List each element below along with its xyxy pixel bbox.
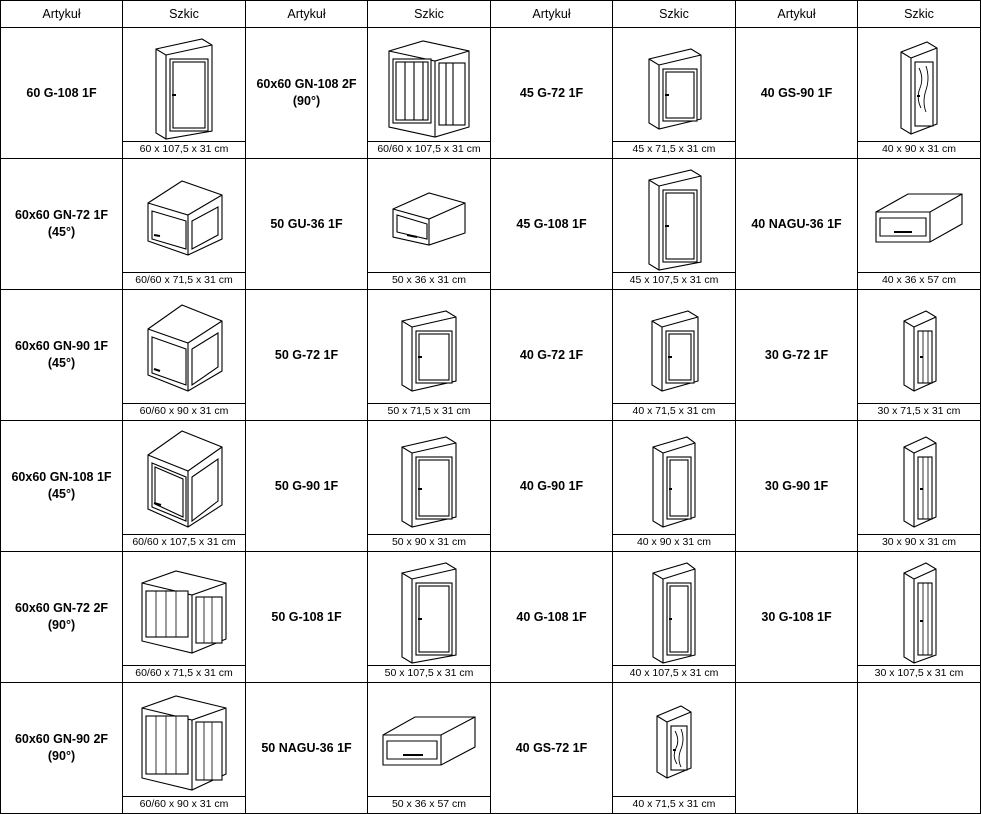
article-name: 40 NAGU-36 1F — [736, 159, 858, 290]
sketch-cell — [123, 683, 246, 814]
cabinet-single-door-short-icon — [368, 290, 490, 403]
article-name: 45 G-108 1F — [491, 159, 613, 290]
cabinet-narrow-door-tall-icon — [858, 552, 980, 665]
cabinet-single-door-medium-icon — [368, 421, 490, 534]
dimension-label: 50 x 36 x 31 cm — [368, 272, 490, 289]
article-name: 40 GS-90 1F — [736, 28, 858, 159]
sketch-cell — [368, 552, 491, 683]
dimension-label: 50 x 90 x 31 cm — [368, 534, 490, 551]
dimension-label: 30 x 90 x 31 cm — [858, 534, 980, 551]
sketch-cell — [368, 683, 491, 814]
cabinet-corner-90-tall-icon — [368, 28, 490, 141]
sketch-cell — [858, 290, 981, 421]
dimension-label: 40 x 90 x 31 cm — [858, 141, 980, 158]
header-row — [1, 1, 981, 28]
sketch-cell — [858, 28, 981, 159]
sketch-cell — [613, 159, 736, 290]
empty-article-cell — [736, 683, 858, 814]
dimension-label: 30 x 107,5 x 31 cm — [858, 665, 980, 682]
table-row — [1, 290, 981, 421]
sketch-cell — [368, 290, 491, 421]
article-name: 60x60 GN-72 2F (90°) — [1, 552, 123, 683]
dimension-label: 45 x 107,5 x 31 cm — [613, 272, 735, 289]
sketch-cell — [123, 552, 246, 683]
dimension-label: 40 x 71,5 x 31 cm — [613, 403, 735, 420]
table-row — [1, 159, 981, 290]
column-header-szkic-1: Szkic — [123, 1, 246, 28]
cabinet-glass-door-medium-icon — [858, 28, 980, 141]
column-header-artykul-4: Artykuł — [736, 1, 858, 28]
table-body — [1, 28, 981, 814]
article-name: 50 G-90 1F — [246, 421, 368, 552]
article-name: 45 G-72 1F — [491, 28, 613, 159]
article-name: 40 G-72 1F — [491, 290, 613, 421]
article-name: 50 GU-36 1F — [246, 159, 368, 290]
cabinet-glass-door-short-icon — [613, 683, 735, 796]
article-name: 40 GS-72 1F — [491, 683, 613, 814]
sketch-cell — [123, 28, 246, 159]
cabinet-single-door-tall-icon — [613, 552, 735, 665]
article-name: 60x60 GN-108 1F (45°) — [1, 421, 123, 552]
cabinet-corner-90-short-icon — [123, 552, 245, 665]
cabinet-corner-45-tall-icon — [123, 421, 245, 534]
article-name: 30 G-72 1F — [736, 290, 858, 421]
sketch-cell — [123, 421, 246, 552]
cabinet-lift-up-36-icon — [368, 159, 490, 272]
column-header-szkic-3: Szkic — [613, 1, 736, 28]
cabinet-hood-box-deep-icon — [858, 159, 980, 272]
article-name: 50 NAGU-36 1F — [246, 683, 368, 814]
sketch-cell — [368, 159, 491, 290]
dimension-label: 60/60 x 71,5 x 31 cm — [123, 272, 245, 289]
sketch-cell — [613, 290, 736, 421]
dimension-label: 50 x 36 x 57 cm — [368, 796, 490, 813]
sketch-cell — [368, 421, 491, 552]
dimension-label: 40 x 107,5 x 31 cm — [613, 665, 735, 682]
sketch-cell — [858, 421, 981, 552]
table-row — [1, 683, 981, 814]
sketch-cell — [368, 28, 491, 159]
sketch-cell — [858, 552, 981, 683]
cabinet-single-door-short-icon — [613, 290, 735, 403]
table-row — [1, 421, 981, 552]
cabinet-corner-45-short-icon — [123, 159, 245, 272]
cabinet-single-door-medium-icon — [613, 421, 735, 534]
cabinet-hood-box-deep-icon — [368, 683, 490, 796]
article-name: 60x60 GN-108 2F (90°) — [246, 28, 368, 159]
article-name: 60x60 GN-72 1F (45°) — [1, 159, 123, 290]
article-name: 60x60 GN-90 1F (45°) — [1, 290, 123, 421]
cabinet-corner-90-medium-icon — [123, 683, 245, 796]
cabinet-corner-45-medium-icon — [123, 290, 245, 403]
article-name: 40 G-90 1F — [491, 421, 613, 552]
dimension-label: 60/60 x 107,5 x 31 cm — [123, 534, 245, 551]
column-header-artykul-3: Artykuł — [491, 1, 613, 28]
dimension-label: 60/60 x 90 x 31 cm — [123, 796, 245, 813]
column-header-szkic-4: Szkic — [858, 1, 981, 28]
dimension-label: 50 x 107,5 x 31 cm — [368, 665, 490, 682]
sketch-cell — [613, 421, 736, 552]
dimension-label: 45 x 71,5 x 31 cm — [613, 141, 735, 158]
cabinet-narrow-door-short-icon — [858, 290, 980, 403]
dimension-label: 60 x 107,5 x 31 cm — [123, 141, 245, 158]
cabinet-single-door-tall-icon — [123, 28, 245, 141]
dimension-label: 30 x 71,5 x 31 cm — [858, 403, 980, 420]
article-name: 60x60 GN-90 2F (90°) — [1, 683, 123, 814]
sketch-cell — [613, 28, 736, 159]
cabinet-single-door-short-icon — [613, 28, 735, 141]
sketch-cell — [123, 290, 246, 421]
dimension-label: 60/60 x 71,5 x 31 cm — [123, 665, 245, 682]
article-name: 60 G-108 1F — [1, 28, 123, 159]
column-header-szkic-2: Szkic — [368, 1, 491, 28]
column-header-artykul-2: Artykuł — [246, 1, 368, 28]
article-name: 50 G-108 1F — [246, 552, 368, 683]
empty-sketch-cell — [858, 683, 981, 814]
dimension-label: 60/60 x 90 x 31 cm — [123, 403, 245, 420]
article-name: 30 G-90 1F — [736, 421, 858, 552]
article-name: 30 G-108 1F — [736, 552, 858, 683]
dimension-label: 40 x 90 x 31 cm — [613, 534, 735, 551]
article-name: 50 G-72 1F — [246, 290, 368, 421]
cabinet-narrow-door-medium-icon — [858, 421, 980, 534]
sketch-cell — [613, 683, 736, 814]
sketch-cell — [123, 159, 246, 290]
dimension-label: 50 x 71,5 x 31 cm — [368, 403, 490, 420]
article-name: 40 G-108 1F — [491, 552, 613, 683]
dimension-label: 40 x 71,5 x 31 cm — [613, 796, 735, 813]
dimension-label: 40 x 36 x 57 cm — [858, 272, 980, 289]
table-row — [1, 28, 981, 159]
sketch-cell — [858, 159, 981, 290]
cabinet-single-door-tall-icon — [368, 552, 490, 665]
column-header-artykul-1: Artykuł — [1, 1, 123, 28]
table-header — [1, 1, 981, 28]
sketch-cell — [613, 552, 736, 683]
cabinet-single-door-tall-icon — [613, 159, 735, 272]
table-row — [1, 552, 981, 683]
dimension-label: 60/60 x 107,5 x 31 cm — [368, 141, 490, 158]
